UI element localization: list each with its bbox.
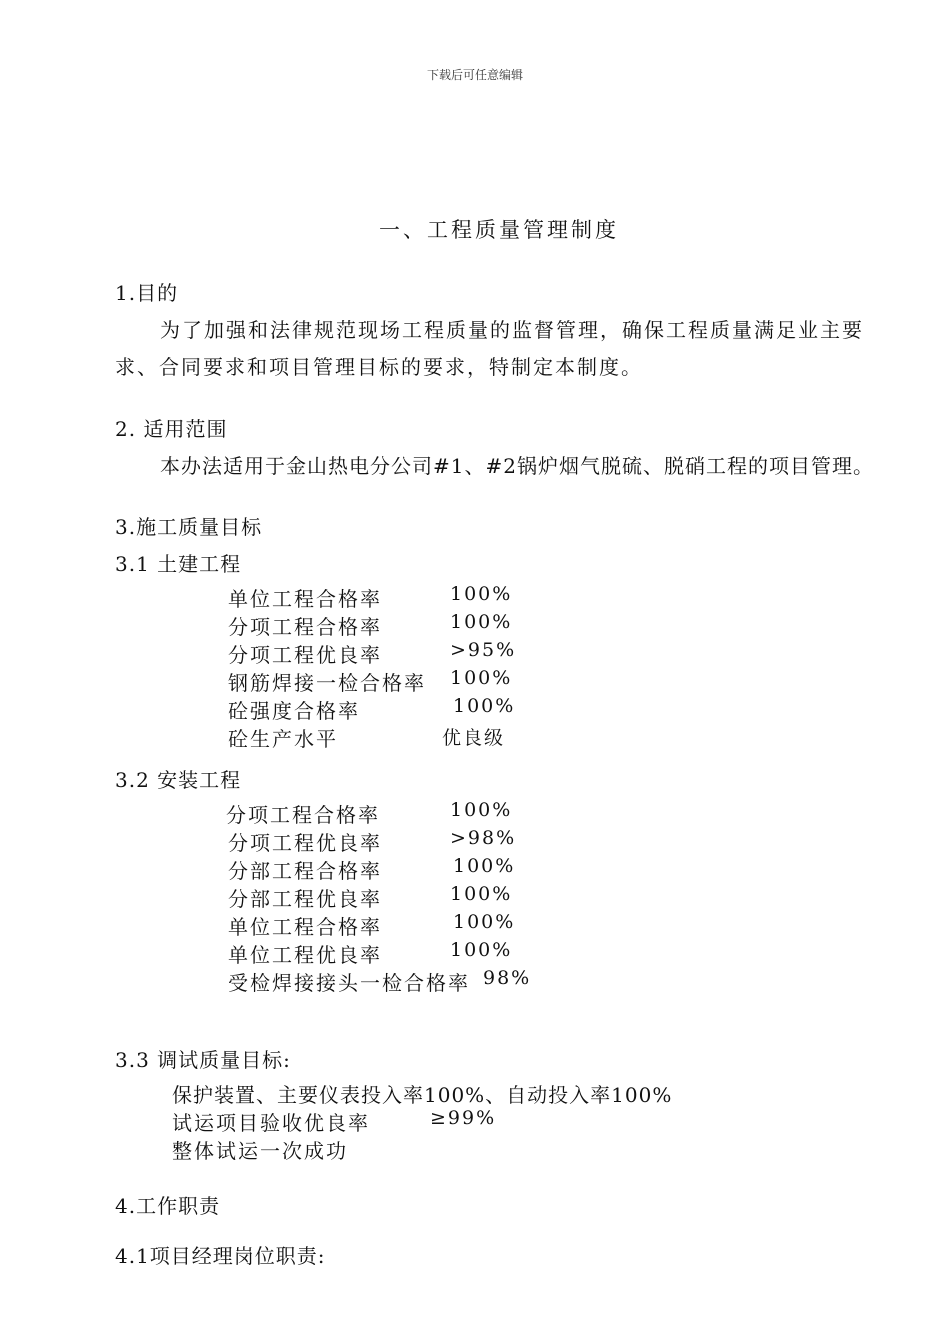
install-item-value: >98% xyxy=(450,827,517,849)
purpose-paragraph-line-1: 为了加强和法律规范现场工程质量的监督管理，确保工程质量满足业主要 xyxy=(160,318,864,342)
civil-item-label: 分项工程合格率 xyxy=(228,615,382,639)
civil-item-value: >95% xyxy=(450,639,517,661)
civil-item-label: 砼生产水平 xyxy=(228,727,338,751)
civil-item-label: 分项工程优良率 xyxy=(228,643,382,667)
section-scope-heading: 2. 适用范围 xyxy=(115,417,228,441)
install-item-label: 受检焊接接头一检合格率 xyxy=(228,971,470,995)
install-item-label: 分项工程优良率 xyxy=(228,831,382,855)
civil-works-heading: 3.1 土建工程 xyxy=(115,552,242,576)
install-item-value: 98% xyxy=(483,967,532,989)
civil-item-value: 优良级 xyxy=(442,727,506,749)
install-item-label: 单位工程优良率 xyxy=(228,943,382,967)
purpose-paragraph-line-2: 求、合同要求和项目管理目标的要求，特制定本制度。 xyxy=(115,355,643,379)
commissioning-line-2-value: ≥99% xyxy=(430,1107,497,1129)
civil-item-value: 100% xyxy=(453,695,516,717)
civil-item-value: 100% xyxy=(450,583,513,605)
project-manager-duties-heading: 4.1项目经理岗位职责: xyxy=(115,1244,326,1268)
install-item-label: 分项工程合格率 xyxy=(226,803,380,827)
install-item-value: 100% xyxy=(450,799,513,821)
section-goals-heading: 3.施工质量目标 xyxy=(115,515,263,539)
install-item-value: 100% xyxy=(453,911,516,933)
section-purpose-heading: 1.目的 xyxy=(115,281,179,305)
installation-works-heading: 3.2 安装工程 xyxy=(115,768,242,792)
commissioning-line-2-label: 试运项目验收优良率 xyxy=(172,1111,370,1135)
civil-item-value: 100% xyxy=(450,667,513,689)
commissioning-heading: 3.3 调试质量目标: xyxy=(115,1048,291,1072)
header-note: 下载后可任意编辑 xyxy=(426,68,523,82)
install-item-label: 分部工程合格率 xyxy=(228,859,382,883)
install-item-value: 100% xyxy=(453,855,516,877)
commissioning-line-1: 保护装置、主要仪表投入率100%、自动投入率100% xyxy=(172,1083,673,1107)
commissioning-line-3: 整体试运一次成功 xyxy=(172,1139,348,1163)
document-title: 一、工程质量管理制度 xyxy=(379,218,619,242)
install-item-label: 单位工程合格率 xyxy=(228,915,382,939)
install-item-value: 100% xyxy=(450,939,513,961)
civil-item-label: 钢筋焊接一检合格率 xyxy=(228,671,426,695)
install-item-label: 分部工程优良率 xyxy=(228,887,382,911)
civil-item-label: 单位工程合格率 xyxy=(228,587,382,611)
section-duties-heading: 4.工作职责 xyxy=(115,1194,221,1218)
civil-item-label: 砼强度合格率 xyxy=(228,699,360,723)
install-item-value: 100% xyxy=(450,883,513,905)
civil-item-value: 100% xyxy=(450,611,513,633)
scope-paragraph: 本办法适用于金山热电分公司#1、#2锅炉烟气脱硫、脱硝工程的项目管理。 xyxy=(160,454,874,478)
